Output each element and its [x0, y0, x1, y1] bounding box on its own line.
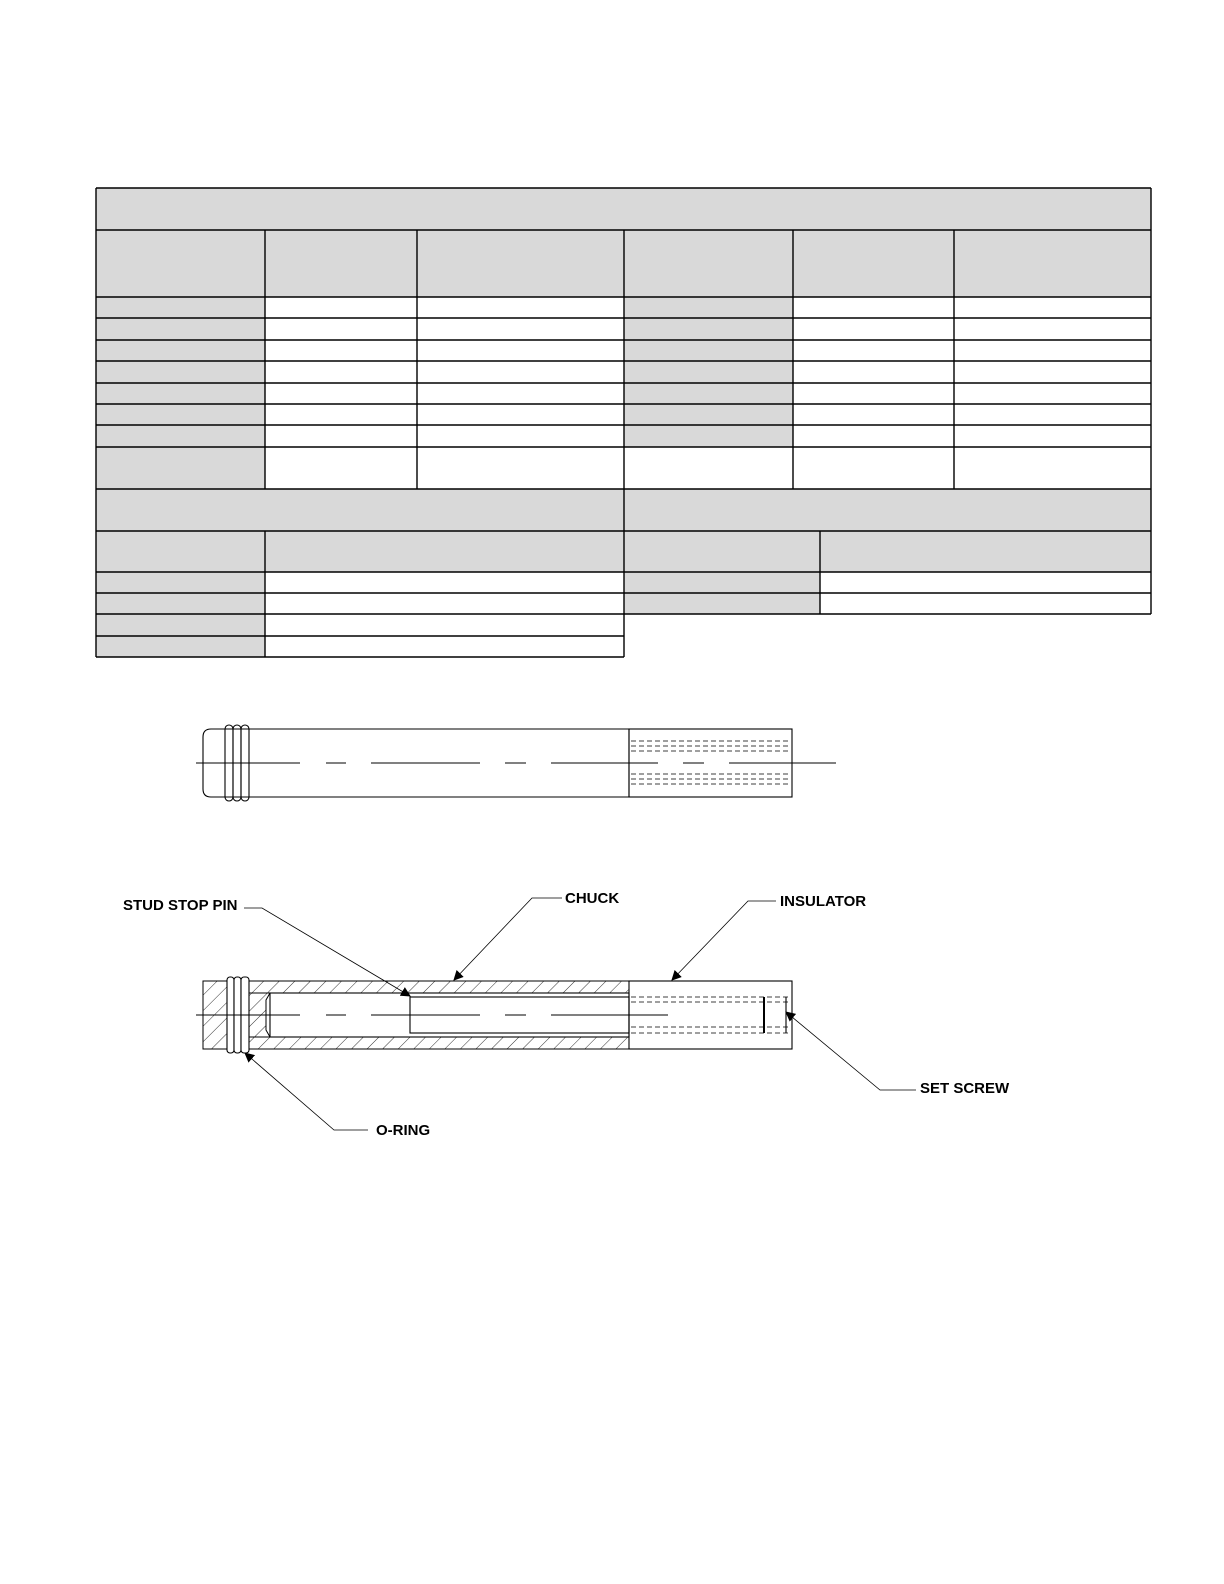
o-ring-leader: [245, 1053, 368, 1130]
o-ring-band-3: [241, 725, 249, 801]
o-ring-band-1: [225, 725, 233, 801]
insulator-hidden-bore: [631, 997, 788, 1033]
o-ring-band-2: [233, 725, 241, 801]
insulator-label: INSULATOR: [780, 893, 867, 910]
stud-stop-pin-label: STUD STOP PIN: [123, 897, 238, 914]
set-screw-leader: [786, 1012, 916, 1090]
right-subtable-header-row: [624, 531, 1151, 572]
left-subtable-title-band: [96, 489, 624, 531]
o-ring-section-3: [241, 977, 249, 1053]
table-title-band: [96, 188, 1151, 230]
o-ring-section-2: [234, 977, 241, 1053]
chuck-lower-wall: [249, 1037, 629, 1049]
spec-table: [0, 0, 1224, 680]
stud-stop-pin-leader: [244, 908, 410, 996]
insulator-body-outline: [629, 729, 792, 797]
chuck-upper-wall: [249, 981, 629, 993]
o-ring-label: O-RING: [376, 1122, 431, 1139]
chuck-body-outline: [203, 729, 629, 797]
hidden-thread-lines: [631, 741, 790, 784]
insulator-section-outline: [629, 981, 792, 1049]
chuck-rear-shoulder: [249, 993, 270, 1037]
chuck-leader: [454, 898, 562, 980]
chuck-nose-section: [203, 981, 227, 1049]
set-screw-label: SET SCREW: [920, 1080, 1010, 1097]
chuck-label: CHUCK: [565, 890, 620, 907]
chuck-bore: [270, 993, 629, 1037]
main-first-column: [96, 297, 265, 489]
insulator-leader: [672, 901, 776, 980]
o-ring-section-1: [227, 977, 234, 1053]
stud-stop-pin-section: [410, 997, 629, 1033]
right-subtable-title-band: [624, 489, 1151, 531]
left-subtable-header-row: [96, 531, 624, 572]
